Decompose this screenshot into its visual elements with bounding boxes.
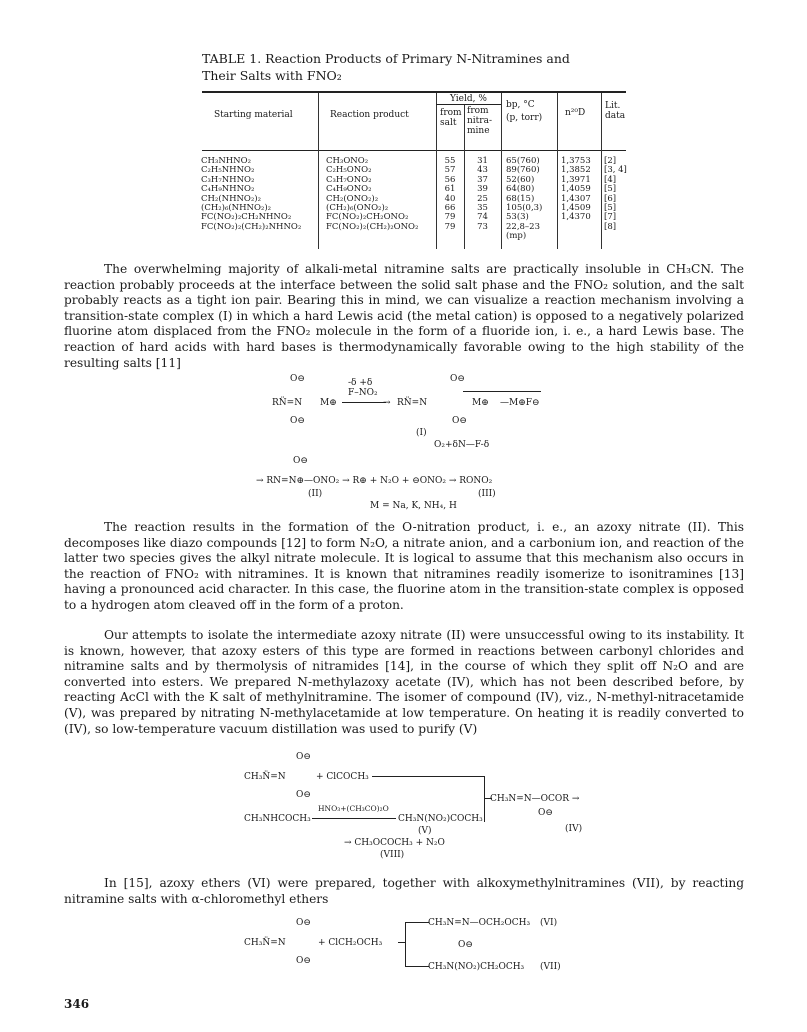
scheme4-label-vii: (VII) — [540, 962, 561, 972]
table-cell-nd: 1,4307 — [561, 193, 591, 204]
reaction-arrow — [342, 402, 386, 403]
scheme3-salt: CH₃N̈=N — [244, 772, 286, 782]
table-cell-start: CH₃NHNO₂ — [201, 156, 251, 166]
table-cell-product: FC(NO₂)₂(CH₂)₂ONO₂ — [326, 221, 419, 232]
header-reaction-product: Reaction product — [330, 110, 409, 120]
scheme3-product: CH₃N=N—OCOR → — [490, 794, 580, 804]
header-from-nitramine: from nitra-mine — [467, 106, 493, 136]
scheme2-o-minus: O⊖ — [293, 456, 308, 466]
table-cell-salt: 57 — [444, 165, 456, 176]
table-cell-bp: 68(15) — [506, 193, 535, 204]
scheme2-metals: M = Na, K, NH₄, H — [370, 501, 457, 511]
table-cell-product: C₂H₅ONO₂ — [326, 165, 372, 176]
table-cell-salt: 66 — [444, 203, 456, 213]
table-cell-nd: 1,4509 — [561, 203, 591, 213]
scheme2-label-ii: (II) — [308, 489, 323, 499]
table-top-rule — [202, 91, 626, 93]
paragraph-3-text: Our attempts to isolate the intermediate azoxy nitrate (II) were unsuccessful owing to its instability. It is known, however, that azoxy esters of this type are formed in reactions between carbonyl chlorides and nitramine salts and by thermolysis of nitramides [14], in the course of which they split off N₂O and are converted into esters. We prepared N-methylazoxy acetate (IV), which has not been described before, by reacting AcCl with the K salt of methylnitramine. The isomer of compound (IV), viz., N-methyl-nitracetamide (V), was prepared by nitrating N-methylacetamide at low temperature. On heating it is readily converted to (IV), so low-temperature vacuum distillation was used to purify (V) — [64, 628, 744, 736]
table-cell-lit: [8] — [604, 221, 617, 232]
table-cell-bp: 22,8–23 — [506, 221, 540, 232]
table-cell-nitramine: 31 — [477, 156, 488, 166]
header-from-salt: from salt — [440, 108, 462, 128]
header-yield: Yield, % — [450, 94, 487, 104]
scheme1-no2-fragment: O₂+δN—F-δ — [434, 440, 490, 450]
scheme1-product-o-bottom: O⊖ — [452, 416, 467, 426]
scheme3-product-o: O⊖ — [538, 808, 553, 818]
table-cell-start: FC(NO₂)₂(CH₂)₂NHNO₂ — [201, 221, 302, 232]
scheme4-reagent: + ClCH₂OCH₃ — [318, 938, 383, 948]
table-cell-lit: [5] — [604, 203, 617, 213]
scheme3-o-minus-bottom: O⊖ — [296, 790, 311, 800]
scheme4-product-o: O⊖ — [458, 940, 473, 950]
scheme3-line-top — [372, 776, 484, 777]
table-cell-nitramine: 43 — [477, 165, 488, 176]
scheme3-label-iv: (IV) — [565, 824, 583, 834]
scheme3-decomp: → CH₃OCOCH₃ + N₂O — [344, 838, 445, 848]
header-lit-data: Lit. data — [605, 101, 626, 121]
table-caption-line2: Their Salts with FNO₂ — [202, 68, 342, 83]
scheme4-o-minus-top: O⊖ — [296, 918, 311, 928]
table-cell-nd: 1,3753 — [561, 156, 591, 166]
table-vline — [601, 93, 602, 249]
table-cell-product: CH₂(ONO₂)₂ — [326, 193, 379, 204]
paragraph-3 — [64, 628, 744, 737]
scheme4-o-minus-bottom: O⊖ — [296, 956, 311, 966]
table-cell-nd: 1,4370 — [561, 212, 591, 223]
table-cell-product: CH₃ONO₂ — [326, 156, 369, 166]
table-cell-product: FC(NO₂)₂CH₂ONO₂ — [326, 212, 409, 223]
scheme4-bracket — [405, 922, 406, 966]
table-yield-rule — [436, 104, 501, 105]
table-cell-start: C₄H₉NHNO₂ — [201, 184, 255, 195]
paragraph-4-text: In [15], azoxy ethers (VI) were prepared, together with alkoxymethylnitramines (VII), by reacting nitramine salts with α-chloromethyl ethers — [64, 876, 744, 906]
scheme3-bracket — [484, 776, 485, 822]
table-cell-product: C₄H₉ONO₂ — [326, 184, 372, 195]
paragraph-2 — [64, 520, 744, 614]
header-starting-material: Starting material — [214, 110, 293, 120]
scheme1-product: RN̈=N — [397, 398, 428, 408]
table-cell-nitramine: 74 — [477, 212, 488, 223]
scheme1-product-o-top: O⊖ — [450, 374, 465, 384]
table-cell-salt: 56 — [444, 174, 456, 185]
table-cell-bp: 89(760) — [506, 165, 540, 176]
scheme1-reactant: RN̈=N — [272, 398, 303, 408]
scheme1-byproduct: —M⊕F⊖ — [500, 398, 540, 408]
header-nd20: n²⁰D — [565, 108, 586, 118]
table-cell-product: (CH₂)₆(ONO₂)₂ — [326, 203, 389, 213]
table-cell-lit: [6] — [604, 193, 617, 204]
table-cell-bp: 52(60) — [506, 174, 535, 185]
scheme4-arrow-top — [405, 922, 429, 923]
scheme3-label-v: (V) — [418, 826, 432, 836]
scheme1-fno2: F–NO₂ — [348, 388, 378, 398]
table-caption-line1: TABLE 1. Reaction Products of Primary N-Nitramines and — [202, 51, 570, 66]
table-cell-lit: [5] — [604, 184, 617, 195]
header-bp: bp, °C — [506, 100, 535, 110]
table-cell-bp: 105(0,3) — [506, 203, 543, 213]
scheme1-polarity: -δ +δ — [348, 378, 373, 388]
scheme4-product-vii: CH₃N(NO₂)CH₂OCH₃ — [428, 962, 525, 972]
table-cell-bp: 65(760) — [506, 156, 540, 166]
scheme2-line: → RN=N⊕—ONO₂ → R⊕ + N₂O + ⊖ONO₂ → RONO₂ — [256, 476, 493, 486]
scheme4-bracket-stem — [398, 942, 406, 943]
scheme3-label-viii: (VIII) — [380, 850, 405, 860]
page-number: 346 — [64, 997, 90, 1011]
table-cell-salt: 55 — [444, 156, 456, 166]
table-cell-start: C₃H₇NHNO₂ — [201, 174, 255, 185]
table-cell-bp: 53(3) — [506, 212, 529, 223]
table-cell-nd: 1,3971 — [561, 174, 591, 185]
table-cell-nitramine: 37 — [477, 174, 488, 185]
scheme1-label-i: (I) — [416, 428, 427, 438]
table-cell-lit: [4] — [604, 174, 617, 185]
scheme3-reagent: + ClCOCH₃ — [316, 772, 369, 782]
scheme1-metal: M⊕ — [320, 398, 337, 408]
table-cell-salt: 79 — [444, 221, 456, 232]
table-cell-nitramine: 39 — [477, 184, 488, 195]
scheme1-o-minus-bottom: O⊖ — [290, 416, 305, 426]
table-cell-bp: (mp) — [506, 231, 527, 242]
scheme2-label-iii: (III) — [478, 489, 496, 499]
scheme3-amide: CH₃NHCOCH₃ — [244, 814, 311, 824]
table-vline — [501, 93, 502, 249]
paragraph-2-text: The reaction results in the formation of the O-nitration product, i. e., an azoxy nitrate (II). This decomposes like diazo compounds [12] to form N₂O, a nitrate anion, and a carbonium ion, and reaction of the latter two species gives the alkyl nitrate molecule. It is logical to assume that this mechanism also occurs in the reaction of FNO₂ with nitramines. It is known that nitramines readily isomerize to isonitramines [13] having a pronounced acid character. In this case, the fluorine atom in the transition-state complex is opposed to a hydrogen atom cleaved off in the form of a proton. — [64, 520, 744, 612]
long-arrow — [463, 391, 541, 392]
paragraph-1 — [64, 262, 744, 371]
table-cell-nd: 1,4059 — [561, 184, 591, 195]
table-cell-salt: 40 — [444, 193, 456, 204]
table-cell-salt: 79 — [444, 212, 456, 223]
scheme3-conditions: HNO₃+(CH₃CO)₂O — [318, 804, 389, 813]
header-pressure: (p, torr) — [506, 113, 543, 123]
scheme4-product-vi: CH₃N=N—OCH₂OCH₃ — [428, 918, 531, 928]
table-cell-start: CH₂(NHNO₂)₂ — [201, 193, 262, 204]
table-header-rule — [202, 150, 626, 151]
table-cell-lit: [7] — [604, 212, 617, 223]
scheme3-nitramide: CH₃N(NO₂)COCH₃ — [398, 814, 483, 824]
scheme4-salt: CH₃N̈=N — [244, 938, 286, 948]
table-cell-nitramine: 73 — [477, 221, 488, 232]
table-cell-salt: 61 — [444, 184, 456, 195]
table-cell-product: C₃H₇ONO₂ — [326, 174, 372, 185]
table-vline — [318, 93, 319, 249]
table-cell-start: (CH₂)₆(NHNO₂)₂ — [201, 203, 272, 213]
table-cell-bp: 64(80) — [506, 184, 535, 195]
scheme3-arrow — [312, 818, 396, 819]
paragraph-1-text: The overwhelming majority of alkali-metal nitramine salts are practically insoluble in CH₃CN. The reaction probably proceeds at the interface between the solid salt phase and the FNO₂ solution, and the salt probably reacts as a tight ion pair. Bearing this in mind, we can visualize a reaction mechanism involving a transition-state complex (I) in which a hard Lewis acid (the metal cation) is opposed to a negatively polarized fluorine atom displaced from the FNO₂ molecule in the form of a fluoride ion, i. e., a hard Lewis base. The reaction of hard acids with hard bases is thermodynamically favorable owing to the high stability of the resulting salts [11] — [64, 262, 744, 370]
table-caption — [202, 50, 622, 84]
table-cell-nitramine: 35 — [477, 203, 488, 213]
scheme1-o-minus-top: O⊖ — [290, 374, 305, 384]
paragraph-4 — [64, 876, 744, 907]
scheme3-o-minus-top: O⊖ — [296, 752, 311, 762]
table-cell-lit: [3, 4] — [604, 165, 627, 176]
scheme4-arrow-bottom — [405, 966, 429, 967]
table-cell-start: FC(NO₂)₂CH₂NHNO₂ — [201, 212, 292, 223]
table-cell-lit: [2] — [604, 156, 617, 166]
table-vline — [557, 93, 558, 249]
table-cell-nd: 1,3852 — [561, 165, 591, 176]
table-cell-nitramine: 25 — [477, 193, 488, 204]
scheme1-metal-2: M⊕ — [472, 398, 489, 408]
arrow-head-icon: → — [383, 398, 391, 408]
scheme4-label-vi: (VI) — [540, 918, 558, 928]
table-cell-start: C₂H₅NHNO₂ — [201, 165, 255, 176]
